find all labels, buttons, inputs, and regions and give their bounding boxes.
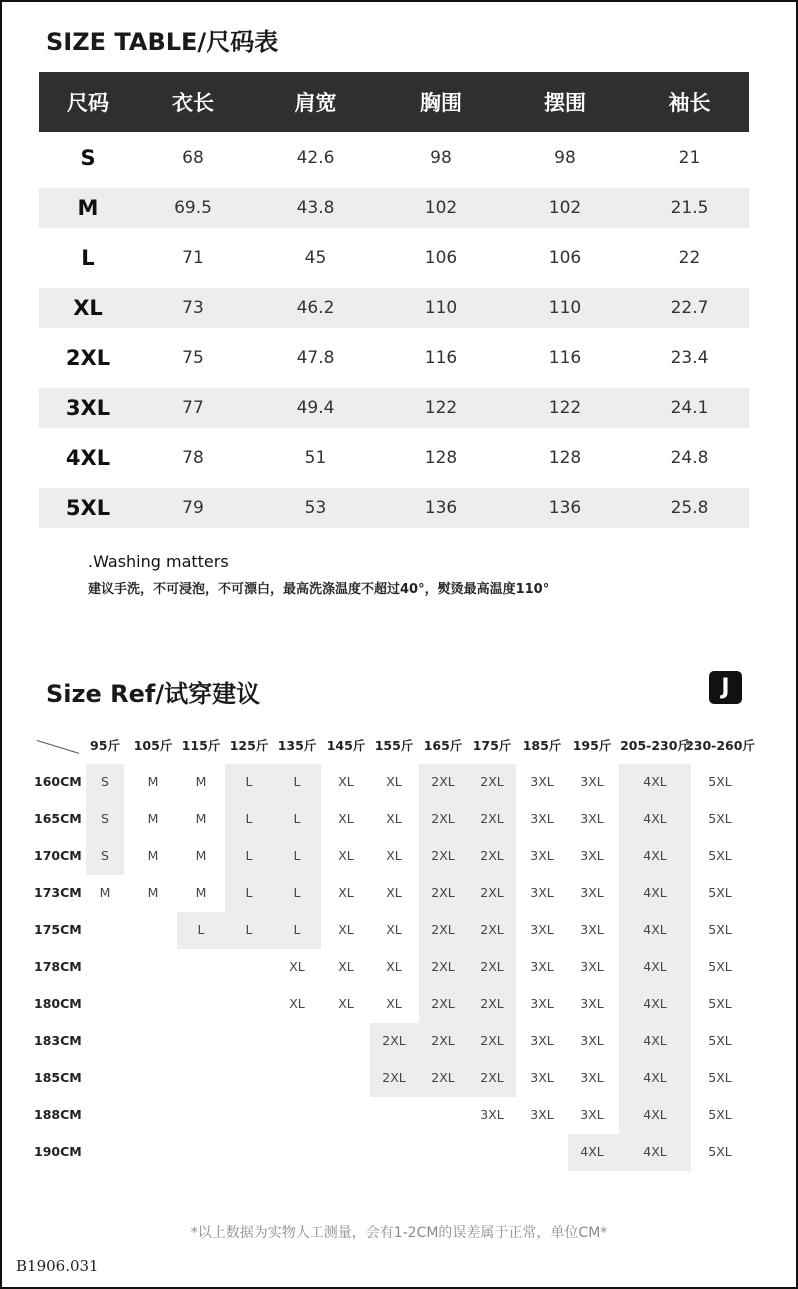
size-suggestion: XL [386,774,402,789]
weight-header: 125斤 [229,738,269,753]
size-suggestion: 2XL [382,1070,406,1085]
size-suggestion: XL [386,959,402,974]
size-label: 3XL [65,396,111,420]
size-label: XL [73,296,103,320]
measurement-cell: 71 [182,248,204,268]
size-label: 4XL [65,446,111,470]
size-suggestion: 4XL [643,811,667,826]
size-suggestion: 3XL [580,1033,604,1048]
height-label: 180CM [34,996,82,1011]
measurement-cell: 128 [548,448,582,468]
weight-header: 95斤 [90,738,120,753]
size-suggestion: XL [338,885,354,900]
measurement-cell: 25.8 [670,498,709,518]
size-suggestion: 4XL [643,848,667,863]
size-suggestion: 2XL [431,1070,455,1085]
washing-instructions: 建议手洗，不可浸泡，不可漂白，最高洗涤温度不超过40°，熨烫最高温度110° [88,582,550,597]
size-suggestion: XL [289,959,305,974]
measurement-footnote: *以上数据为实物人工测量，会有1-2CM的误差属于正常，单位CM* [190,1225,608,1241]
measurement-cell: 23.4 [670,348,709,368]
size-suggestion: XL [289,996,305,1011]
height-label: 188CM [34,1107,82,1122]
size-suggestion: 2XL [480,848,504,863]
size-suggestion: M [147,848,159,863]
size-label: 2XL [65,346,111,370]
size-suggestion: 4XL [643,1144,667,1159]
size-suggestion: 4XL [643,1107,667,1122]
size-table-title: SIZE TABLE/尺码表 [46,28,279,56]
measurement-cell: 46.2 [296,298,335,318]
measurement-cell: 102 [424,198,458,218]
size-suggestion: 3XL [580,1107,604,1122]
measurement-cell: 69.5 [174,198,212,218]
header-cell: 衣长 [172,91,214,115]
size-suggestion: 4XL [643,922,667,937]
height-label: 165CM [34,811,82,826]
height-label: 178CM [34,959,82,974]
header-cell: 袖长 [668,91,711,115]
size-suggestion: 3XL [580,996,604,1011]
size-suggestion: XL [386,922,402,937]
weight-header: 145斤 [326,738,366,753]
height-label: 190CM [34,1144,82,1159]
measurement-cell: 102 [548,198,582,218]
size-suggestion: 3XL [580,848,604,863]
size-label: M [77,196,99,220]
measurement-cell: 98 [430,148,452,168]
measurement-cell: 122 [424,398,458,418]
size-suggestion: 2XL [480,885,504,900]
size-suggestion: 2XL [480,959,504,974]
size-suggestion: 2XL [431,922,455,937]
size-suggestion: M [195,774,207,789]
size-suggestion: S [101,774,109,789]
size-suggestion: 4XL [643,774,667,789]
measurement-cell: 136 [424,498,458,518]
weight-header: 105斤 [133,738,173,753]
measurement-cell: 73 [182,298,204,318]
washing-title: .Washing matters [88,552,229,571]
size-suggestion: 5XL [708,885,732,900]
size-suggestion: 2XL [431,959,455,974]
size-suggestion: 3XL [480,1107,504,1122]
size-suggestion: 5XL [708,922,732,937]
measurement-cell: 78 [182,448,204,468]
size-suggestion: S [101,848,109,863]
size-suggestion: 3XL [530,996,554,1011]
size-suggestion: L [245,885,253,900]
size-suggestion: XL [338,959,354,974]
measurement-cell: 122 [548,398,582,418]
size-suggestion: 2XL [431,885,455,900]
measurement-cell: 79 [182,498,204,518]
measurement-cell: 43.8 [296,198,335,218]
size-suggestion: 3XL [530,1033,554,1048]
measurement-cell: 24.1 [670,398,709,418]
size-label: S [80,146,96,170]
size-suggestion: 2XL [431,774,455,789]
measurement-cell: 128 [424,448,458,468]
size-suggestion: 3XL [580,959,604,974]
measurement-cell: 110 [424,298,458,318]
size-suggestion: XL [338,922,354,937]
size-suggestion: 5XL [708,1070,732,1085]
size-suggestion: 5XL [708,1144,732,1159]
size-suggestion: 4XL [643,885,667,900]
size-suggestion: 2XL [431,996,455,1011]
size-suggestion: 3XL [580,1070,604,1085]
size-suggestion: 5XL [708,959,732,974]
weight-header: 115斤 [181,738,221,753]
size-ref-title: Size Ref/试穿建议 [46,680,261,708]
size-suggestion: 4XL [643,996,667,1011]
size-suggestion: L [293,848,301,863]
size-suggestion: XL [338,774,354,789]
measurement-cell: 136 [548,498,582,518]
size-suggestion: 3XL [530,1107,554,1122]
size-suggestion: 5XL [708,1107,732,1122]
header-cell: 摆围 [544,91,586,115]
size-suggestion: XL [386,885,402,900]
size-suggestion: 2XL [480,811,504,826]
size-suggestion: L [293,774,301,789]
size-suggestion: 2XL [431,811,455,826]
measurement-cell: 42.6 [296,148,335,168]
measurement-cell: 45 [304,248,327,268]
size-suggestion: 2XL [480,1033,504,1048]
header-cell: 尺码 [67,91,109,115]
size-suggestion: L [293,922,301,937]
size-suggestion: 2XL [382,1033,406,1048]
size-suggestion: 4XL [643,1070,667,1085]
weight-header: 165斤 [423,738,463,753]
brand-logo-icon: J [709,671,742,704]
size-suggestion: M [147,811,159,826]
height-label: 170CM [34,848,82,863]
size-suggestion: 3XL [530,774,554,789]
size-suggestion: XL [386,811,402,826]
size-label: 5XL [65,496,111,520]
size-suggestion: XL [386,848,402,863]
size-suggestion: XL [338,848,354,863]
size-suggestion: 5XL [708,996,732,1011]
size-suggestion: S [101,811,109,826]
size-suggestion: L [293,885,301,900]
measurement-cell: 106 [424,248,458,268]
size-suggestion: M [147,774,159,789]
size-suggestion: 3XL [580,885,604,900]
measurement-cell: 22.7 [670,298,709,318]
size-suggestion: XL [338,996,354,1011]
weight-header: 195斤 [572,738,612,753]
size-label: L [81,246,95,270]
weight-header: 155斤 [374,738,414,753]
weight-header: 230-260斤 [685,738,755,753]
measurement-cell: 110 [548,298,582,318]
size-suggestion: L [245,922,253,937]
measurement-cell: 51 [304,448,327,468]
size-suggestion: 3XL [530,811,554,826]
size-suggestion: M [147,885,159,900]
weight-header: 175斤 [472,738,512,753]
size-suggestion: 4XL [643,959,667,974]
size-suggestion: 5XL [708,1033,732,1048]
size-suggestion: 3XL [530,959,554,974]
size-suggestion: M [99,885,111,900]
height-label: 185CM [34,1070,82,1085]
size-suggestion: 5XL [708,774,732,789]
size-suggestion: 2XL [480,1070,504,1085]
weight-header: 205-230斤 [620,738,690,753]
measurement-cell: 22 [678,248,701,268]
height-label: 183CM [34,1033,82,1048]
height-label: 173CM [34,885,82,900]
size-suggestion: 5XL [708,811,732,826]
size-suggestion: M [195,885,207,900]
size-suggestion: 2XL [480,774,504,789]
size-suggestion: 3XL [580,774,604,789]
size-suggestion: 2XL [480,996,504,1011]
weight-header: 185斤 [522,738,562,753]
height-label: 175CM [34,922,82,937]
height-label: 160CM [34,774,82,789]
measurement-cell: 21 [678,148,701,168]
size-suggestion: M [195,848,207,863]
measurement-cell: 98 [554,148,576,168]
size-suggestion: M [195,811,207,826]
size-suggestion: L [197,922,205,937]
size-suggestion: 2XL [431,848,455,863]
size-suggestion: XL [338,811,354,826]
size-suggestion: 4XL [580,1144,604,1159]
size-suggestion: 2XL [431,1033,455,1048]
size-suggestion: 4XL [643,1033,667,1048]
measurement-cell: 53 [304,498,327,518]
measurement-cell: 116 [424,348,458,368]
size-suggestion: 3XL [530,848,554,863]
measurement-cell: 68 [182,148,204,168]
header-cell: 胸围 [420,91,462,115]
size-suggestion: 3XL [530,1070,554,1085]
measurement-cell: 77 [182,398,204,418]
measurement-cell: 47.8 [296,348,335,368]
measurement-cell: 49.4 [296,398,335,418]
measurement-cell: 116 [548,348,582,368]
weight-header: 135斤 [277,738,317,753]
size-suggestion: 3XL [530,885,554,900]
size-suggestion: 3XL [580,922,604,937]
size-suggestion: XL [386,996,402,1011]
product-code: B1906.031 [16,1257,99,1275]
measurement-cell: 21.5 [670,198,709,218]
measurement-cell: 24.8 [670,448,709,468]
size-suggestion: L [293,811,301,826]
size-suggestion: 2XL [480,922,504,937]
measurement-cell: 106 [548,248,582,268]
size-suggestion: L [245,774,253,789]
size-suggestion: L [245,811,253,826]
size-suggestion: 5XL [708,848,732,863]
size-suggestion: 3XL [580,811,604,826]
size-suggestion: 3XL [530,922,554,937]
measurement-cell: 75 [182,348,204,368]
header-cell: 肩宽 [294,91,337,115]
size-suggestion: L [245,848,253,863]
